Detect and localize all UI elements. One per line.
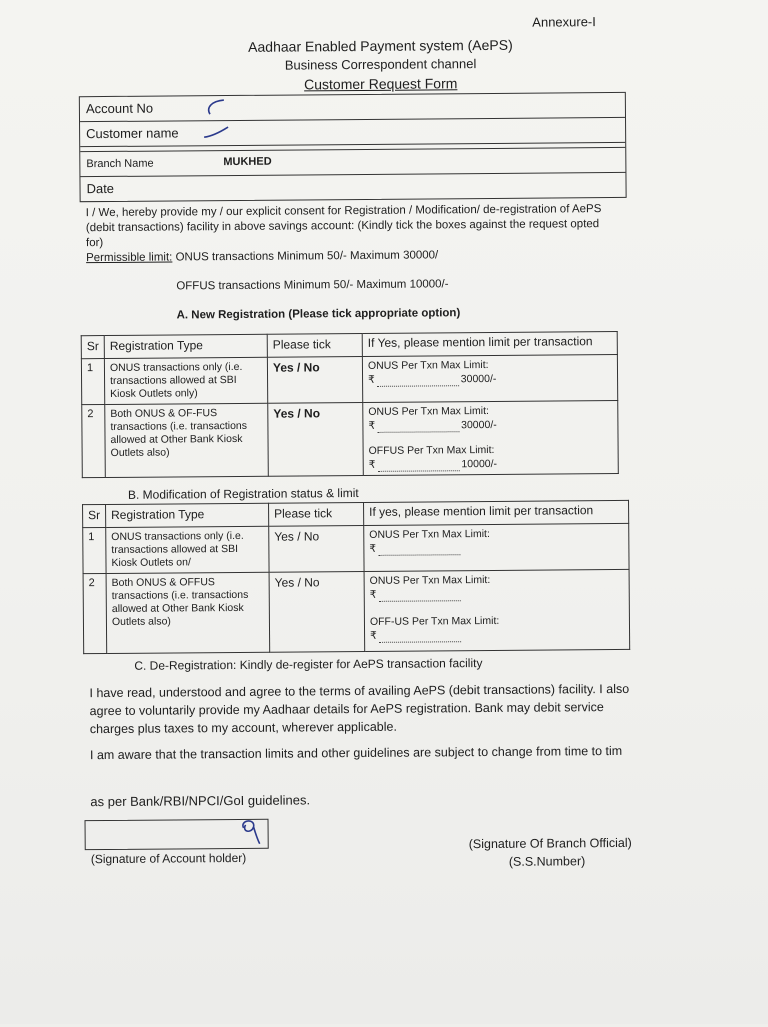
signature-mark-icon [233,814,267,850]
consent-paragraph: I / We, hereby provide my / our explicit consent for Registration / Modification/ de-registration of AePS (debit transactions) facility in above savings account: (Kindly tick the boxes against the request opted for) [85,203,602,250]
customer-details-box [79,92,627,202]
header-limit: If yes, please mention limit per transaction [364,500,629,525]
onus-limit-label: ONUS Per Txn Max Limit: [368,404,489,418]
registration-type-cell: ONUS transactions only (i.e. transactions allowed at SBI Kiosk Outlets only) [104,357,267,404]
form-header-title: Aadhaar Enabled Payment system (AePS) [248,36,513,55]
branch-official-signature-label: (Signature Of Branch Official) [468,835,632,852]
limit-blank [377,458,459,472]
header-please-tick: Please tick [269,502,364,526]
section-a-title: A. New Registration (Please tick appropriate option) [176,307,461,322]
branch-name-label: Branch Name [86,157,154,171]
date-label: Date [86,180,115,197]
sr-cell: 2 [82,405,106,478]
new-registration-table [81,331,619,478]
account-holder-signature-label: (Signature of Account holder) [90,850,247,867]
declaration-guidelines-end: as per Bank/RBI/NPCI/GoI guidelines. [90,792,311,810]
limit-cell [364,569,630,651]
limit-blank [377,419,459,433]
rupee-symbol: ₹ [369,542,377,555]
offus-limit-label: OFF-US Per Txn Max Limit: [369,614,500,628]
offus-limit-field[interactable] [370,628,624,643]
onus-limit-field[interactable] [369,541,623,556]
limit-blank [379,629,461,643]
onus-limit-field[interactable] [368,372,612,387]
handwritten-mark-icon [198,97,238,119]
handwritten-mark-icon [198,123,238,143]
offus-limit-field[interactable] [369,457,613,472]
header-sr: Sr [83,504,106,527]
onus-limit-label: ONUS Per Txn Max Limit: [369,573,491,587]
section-c-deregistration: C. De-Registration: Kindly de-register for AePS transaction facility [134,656,483,673]
permissible-onus-text: ONUS transactions Minimum 50/- Maximum 30000/ [175,249,439,264]
modification-table [82,500,630,654]
table-row [83,523,629,573]
limit-cell [364,523,629,571]
form-title: Customer Request Form [304,75,458,93]
yes-no-option[interactable]: Yes / No [268,402,364,476]
header-please-tick: Please tick [267,333,362,357]
offus-limit-value: 10000/- [461,457,498,471]
form-header-subtitle: Business Correspondent channel [284,56,477,73]
onus-limit-value: 30000/- [460,372,497,386]
customer-name-row [80,118,625,147]
declaration-terms: I have read, understood and agree to the terms of availing AePS (debit transactions) facility. I also agree to voluntarily provide my Aadhaar details for AePS registration. Bank may debit service charges plus taxes to my account, wherever applicable. [89,681,630,737]
account-holder-signature-box[interactable] [85,819,269,850]
header-limit: If Yes, please mention limit per transaction [362,331,617,356]
registration-type-cell: Both ONUS & OFFUS transactions (i.e. transactions allowed at Other Bank Kiosk Outlets also) [106,572,270,653]
branch-name-value: MUKHED [223,155,272,169]
sr-cell: 1 [83,527,106,573]
section-b-title: B. Modification of Registration status & limit [127,486,359,502]
header-registration-type: Registration Type [104,334,267,358]
yes-no-option[interactable]: Yes / No [269,525,364,572]
offus-limit-label: OFFUS Per Txn Max Limit: [368,443,495,457]
header-registration-type: Registration Type [106,503,269,527]
rupee-symbol: ₹ [368,373,375,386]
rupee-symbol: ₹ [369,588,377,601]
annexure-label: Annexure-I [532,14,596,30]
table-row [83,569,630,653]
yes-no-option[interactable]: Yes / No [269,571,365,652]
ss-number-label: (S.S.Number) [508,854,586,869]
account-no-label: Account No [85,100,154,117]
onus-limit-label: ONUS Per Txn Max Limit: [369,527,490,541]
rupee-symbol: ₹ [370,629,377,642]
onus-limit-field[interactable] [370,587,624,602]
rupee-symbol: ₹ [368,458,376,471]
declaration-guidelines: I am aware that the transaction limits and other guidelines are subject to change from time to tim [89,743,623,763]
permissible-onus-line [86,247,618,266]
sr-cell: 2 [83,573,107,653]
sr-cell: 1 [81,359,104,405]
permissible-offus-text: OFFUS transactions Minimum 50/- Maximum 10000/- [176,278,449,293]
header-sr: Sr [81,336,104,359]
limit-blank [377,373,459,387]
limit-cell [363,400,619,475]
customer-name-label: Customer name [86,125,179,142]
table-row [82,400,619,477]
permissible-limit-label: Permissible limit: [86,251,173,265]
onus-limit-label: ONUS Per Txn Max Limit: [367,358,489,372]
limit-blank [378,588,460,602]
registration-type-cell: Both ONUS & OF-FUS transactions (i.e. transactions allowed at Other Bank Kiosk Outlets also) [105,403,269,477]
rupee-symbol: ₹ [368,419,376,432]
onus-limit-field[interactable] [368,418,612,433]
onus-limit-value: 30000/- [461,418,497,432]
table-row [81,354,617,404]
registration-type-cell: ONUS transactions only (i.e. transactions allowed at SBI Kiosk Outlets on/ [106,526,269,573]
yes-no-option[interactable]: Yes / No [267,356,362,403]
limit-cell [362,354,617,402]
limit-blank [378,542,460,556]
date-row [80,173,625,201]
